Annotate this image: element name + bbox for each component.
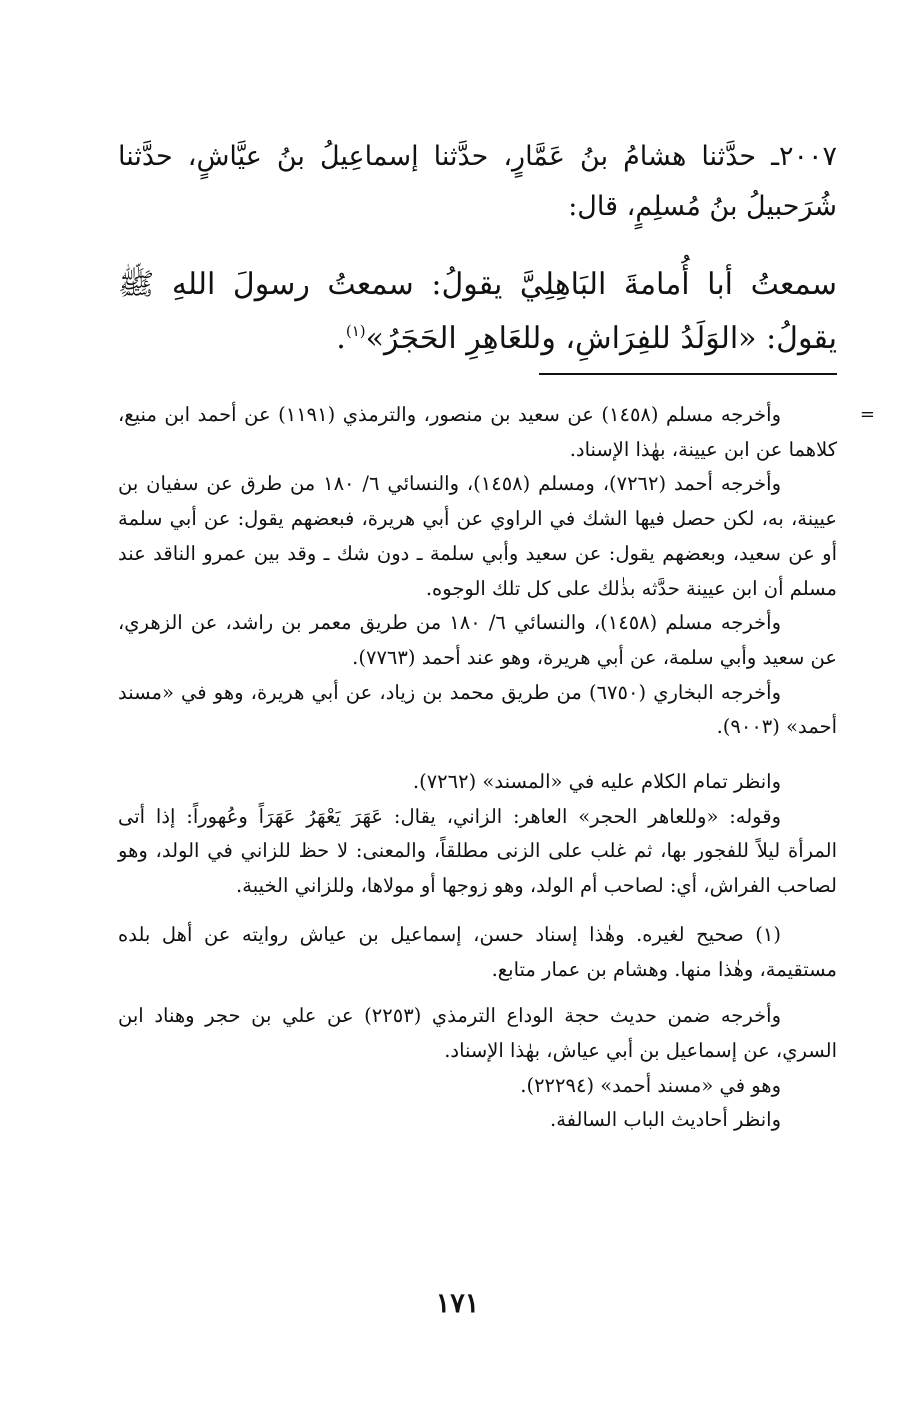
footnote-paragraph: وقوله: «وللعاهر الحجر» العاهر: الزاني، يقال: عَهَرَ يَعْهَرُ عَهَرَاً وعُهوراً: إذا أتى المرأة ليلاً للفجور بها، ثم غلب على الزنى مطلقاً، والمعنى: لا حظ للزاني في الولد، وهو لصاحب الفراش، أي: لصاحب أم الولد، وهو زوجها أو مولاها، وللزاني الخيبة. — [118, 804, 837, 898]
matn-text: سمعتُ أبا أُمامةَ البَاهِلِيَّ يقولُ: سمعتُ رسولَ اللهِ ﷺ يقولُ: «الوَلَدُ للفِرَاشِ، وللعَاهِرِ الحَجَرُ» — [118, 267, 837, 356]
hadith-matn — [118, 258, 837, 366]
isnad-text: ٢٠٠٧ـ حدَّثنا هشامُ بنُ عَمَّارٍ، حدَّثنا إسماعِيلُ بنُ عيَّاشٍ، حدَّثنا شُرَحبيلُ بنُ مُسلِمٍ، قال: — [118, 141, 837, 222]
footnote-paragraph: وأخرجه مسلم (١٤٥٨)، والنسائي ٦/ ١٨٠ من طريق معمر بن راشد، عن الزهري، عن سعيد وأبي سلمة، عن أبي هريرة، وهو عند أحمد (٧٧٦٣). — [118, 611, 837, 669]
footnote-paragraph: وانظر أحاديث الباب السالفة. — [550, 1108, 781, 1132]
matn-paragraph — [118, 258, 837, 366]
footnote-paragraph: وهو في «مسند أحمد» (٢٢٢٩٤). — [520, 1073, 781, 1097]
footnote-paragraph: وأخرجه ضمن حديث حجة الوداع الترمذي (٢٢٥٣) عن علي بن حجر وهناد ابن السري، عن إسماعيل بن أبي عياش، بهٰذا الإسناد. — [118, 1004, 837, 1062]
footnote-paragraph: وأخرجه مسلم (١٤٥٨) عن سعيد بن منصور، والترمذي (١١٩١) عن أحمد ابن منيع، كلاهما عن ابن عيينة، بهٰذا الإسناد. — [118, 403, 837, 461]
footnotes — [118, 398, 875, 1138]
footnote-paragraph: وأخرجه أحمد (٧٢٦٢)، ومسلم (١٤٥٨)، والنسائي ٦/ ١٨٠ من طرق عن سفيان بن عيينة، به، لكن حصل فيها الشك في الراوي عن أبي هريرة، فبعضهم يقول: عن أبي سلمة أو عن سعيد، وبعضهم يقول: عن سعيد وأبي سلمة ـ دون شك ـ وقد بين عمرو الناقد عند مسلم أن ابن عيينة حدَّثه بذٰلك على كل تلك الوجوه. — [118, 472, 837, 600]
footnote-paragraph: (١) صحيح لغيره. وهٰذا إسناد حسن، إسماعيل بن عياش روايته عن أهل بلده مستقيمة، وهٰذا منها. وهشام بن عمار متابع. — [118, 922, 837, 981]
continuation-marker: = — [859, 404, 875, 425]
footnote-separator — [539, 373, 837, 375]
footnote-paragraph: وأخرجه البخاري (٦٧٥٠) من طريق محمد بن زياد، عن أبي هريرة، وهو في «مسند أحمد» (٩٠٠٣). — [118, 680, 837, 739]
footnote-paragraph: وانظر تمام الكلام عليه في «المسند» (٧٢٦٢). — [412, 770, 781, 794]
matn-end: . — [336, 321, 346, 356]
footnote-reference: (١) — [345, 322, 366, 340]
page-number: ١٧١ — [435, 1288, 480, 1319]
hadith-isnad — [118, 132, 837, 232]
